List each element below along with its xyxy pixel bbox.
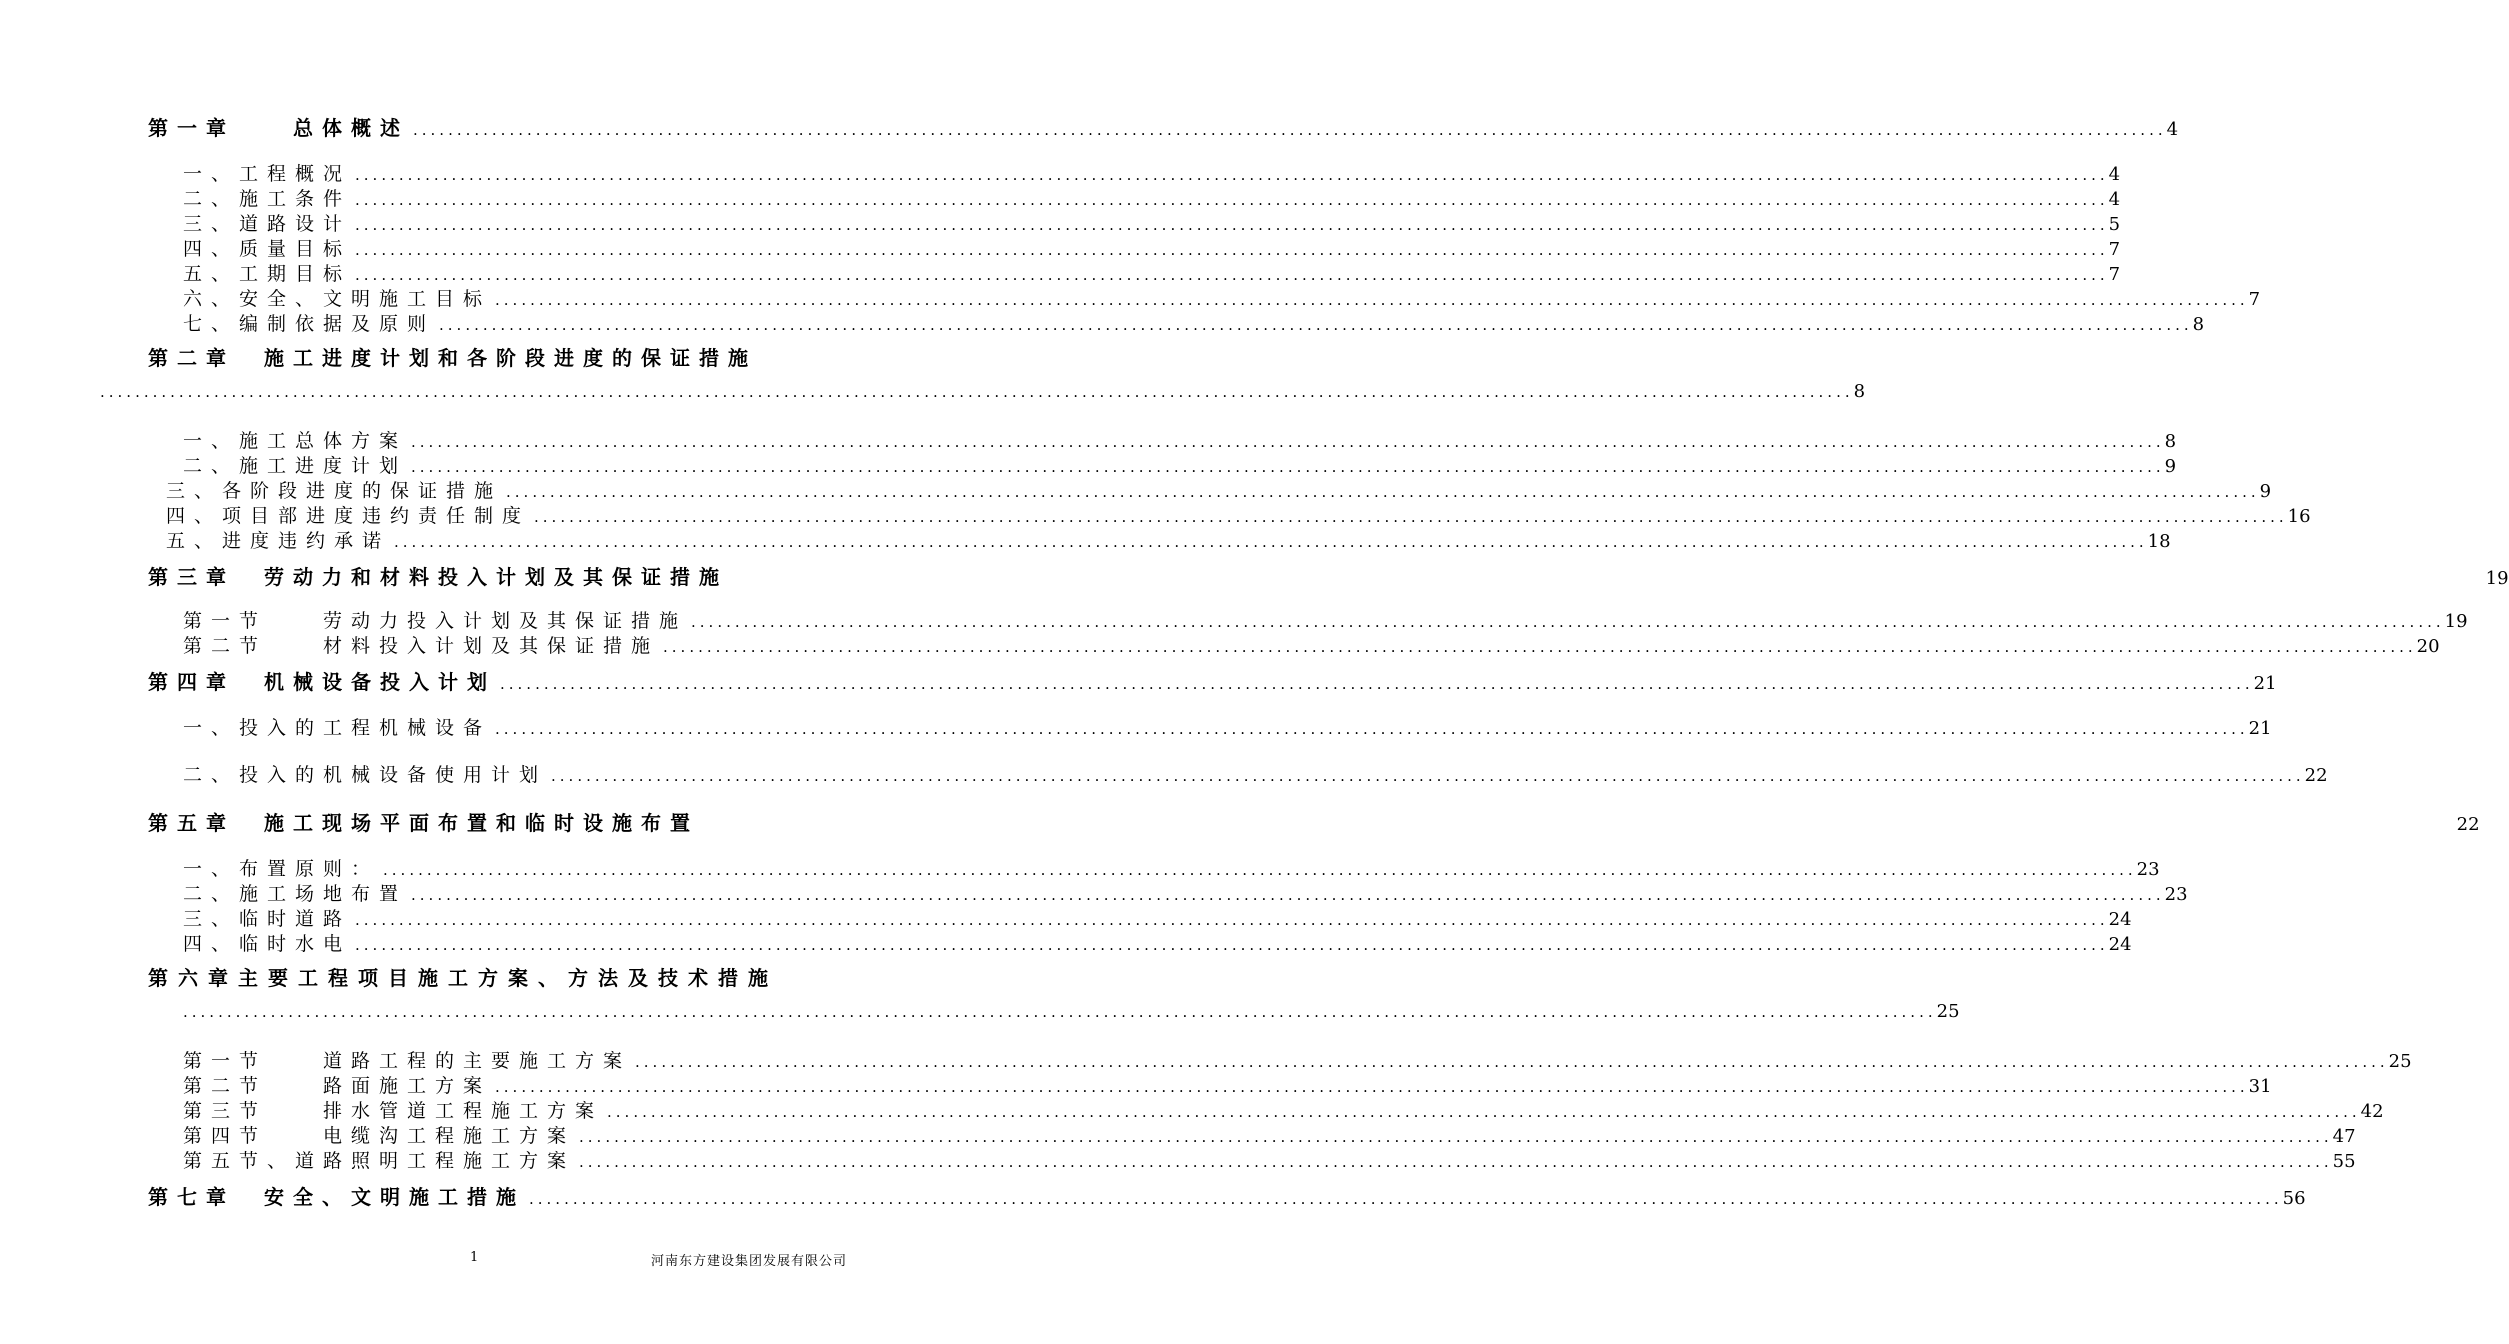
toc-chapter-4[interactable] — [148, 666, 2277, 695]
toc-leader: ........................................................................................................................................................................................................ — [529, 1190, 2283, 1208]
toc-label: 三、各阶段进度的保证措施 — [166, 480, 503, 502]
toc-page-number: 8 — [1853, 381, 1866, 402]
toc-leader: ........................................................................................................................................................................................................ — [534, 508, 2288, 526]
toc-label: 第三节 排水管道工程施工方案 — [183, 1100, 604, 1122]
toc-chapter-5[interactable] — [148, 807, 2480, 836]
toc-page-number: 56 — [2282, 1188, 2306, 1209]
toc-page-number: 4 — [2166, 119, 2179, 140]
toc-section-2-2[interactable] — [183, 451, 2177, 478]
toc-page-number: 19 — [2485, 568, 2509, 589]
toc-leader: ........................................................................................................................................................................................................ — [411, 433, 2165, 451]
toc-label: 四、质量目标 — [183, 238, 352, 260]
toc-section-1-7[interactable] — [183, 309, 2205, 336]
toc-section-6-2[interactable] — [183, 1071, 2272, 1098]
toc-leader: ........................................................................................................................................................................................................ — [100, 383, 1854, 401]
toc-leader: ........................................................................................................................................................................................................ — [355, 241, 2109, 259]
toc-section-5-1[interactable] — [183, 854, 2160, 881]
toc-page-number: 23 — [2136, 859, 2160, 880]
toc-leader: ........................................................................................................................................................................................................ — [355, 216, 2109, 234]
toc-leader: ........................................................................................................................................................................................................ — [355, 936, 2109, 954]
toc-label: 四、项目部进度违约责任制度 — [166, 505, 531, 527]
toc-leader: ........................................................................................................................................................................................................ — [411, 458, 2165, 476]
toc-page-number: 31 — [2248, 1076, 2272, 1097]
footer-page-number: 1 — [470, 1250, 479, 1265]
toc-section-2-3[interactable] — [166, 476, 2272, 503]
toc-page-number: 4 — [2108, 164, 2121, 185]
toc-label: 二、施工进度计划 — [183, 455, 408, 477]
toc-page-number: 47 — [2332, 1126, 2356, 1147]
toc-page-number: 9 — [2164, 456, 2177, 477]
toc-label: 二、投入的机械设备使用计划 — [183, 764, 548, 786]
toc-label: 三、道路设计 — [183, 213, 352, 235]
toc-label: 二、施工条件 — [183, 188, 352, 210]
toc-leader: ........................................................................................................................................................................................................ — [551, 767, 2305, 785]
toc-label: 第一节 劳动力投入计划及其保证措施 — [183, 610, 688, 632]
toc-section-5-3[interactable] — [183, 904, 2132, 931]
toc-label: 六、安全、文明施工目标 — [183, 288, 492, 310]
toc-section-5-4[interactable] — [183, 929, 2132, 956]
toc-section-2-4[interactable] — [166, 501, 2311, 528]
toc-leader: ........................................................................................................................................................................................................ — [355, 266, 2109, 284]
footer-company-name: 河南东方建设集团发展有限公司 — [651, 1254, 848, 1269]
toc-page-number: 7 — [2248, 289, 2261, 310]
toc-section-2-5[interactable] — [166, 526, 2171, 553]
toc-label: 七、编制依据及原则 — [183, 313, 436, 335]
toc-label: 一、工程概况 — [183, 163, 352, 185]
toc-leader: ........................................................................................................................................................................................................ — [579, 1153, 2333, 1171]
toc-section-1-3[interactable] — [183, 209, 2121, 236]
toc-label: 第二节 路面施工方案 — [183, 1075, 492, 1097]
toc-page-number: 23 — [2164, 884, 2188, 905]
toc-label: 三、临时道路 — [183, 908, 352, 930]
toc-label: 第四节 电缆沟工程施工方案 — [183, 1125, 576, 1147]
toc-page-number: 7 — [2108, 239, 2121, 260]
toc-label: 第一章 总体概述 — [148, 116, 409, 140]
toc-page-number: 25 — [1936, 1001, 1960, 1022]
toc-chapter-6-label[interactable]: 第六章主要工程项目施工方案、方法及技术措施 — [148, 966, 778, 990]
toc-page-number: 24 — [2108, 934, 2132, 955]
toc-page-number: 21 — [2253, 673, 2277, 694]
toc-page-number: 8 — [2164, 431, 2177, 452]
toc-label: 第五章 施工现场平面布置和临时设施布置 — [148, 811, 699, 835]
toc-section-1-1[interactable] — [183, 159, 2121, 186]
toc-label: 二、施工场地布置 — [183, 883, 408, 905]
toc-page-number: 5 — [2108, 214, 2121, 235]
toc-section-1-4[interactable] — [183, 234, 2121, 261]
toc-leader: ........................................................................................................................................................................................................ — [607, 1103, 2361, 1121]
toc-section-5-2[interactable] — [183, 879, 2188, 906]
toc-leader: ........................................................................................................................................................................................................ — [355, 911, 2109, 929]
toc-leader: ........................................................................................................................................................................................................ — [355, 191, 2109, 209]
toc-leader: ........................................................................................................................................................................................................ — [413, 121, 2167, 139]
toc-chapter-2-label[interactable]: 第二章 施工进度计划和各阶段进度的保证措施 — [148, 346, 757, 370]
toc-label: 四、临时水电 — [183, 933, 352, 955]
toc-label: 一、投入的工程机械设备 — [183, 717, 492, 739]
toc-label: 第七章 安全、文明施工措施 — [148, 1185, 525, 1209]
toc-label: 第一节 道路工程的主要施工方案 — [183, 1050, 632, 1072]
toc-page-number: 4 — [2108, 189, 2121, 210]
toc-label: 第二节 材料投入计划及其保证措施 — [183, 635, 660, 657]
toc-label: 一、施工总体方案 — [183, 430, 408, 452]
toc-leader: ........................................................................................................................................................................................................ — [500, 675, 2254, 693]
toc-section-4-1[interactable] — [183, 713, 2272, 740]
toc-leader: ........................................................................................................................................................................................................ — [691, 613, 2445, 631]
toc-page-number: 19 — [2444, 611, 2468, 632]
toc-chapter-7[interactable] — [148, 1181, 2306, 1210]
toc-page-number: 55 — [2332, 1151, 2356, 1172]
toc-page-number: 16 — [2287, 506, 2311, 527]
toc-page-number: 25 — [2388, 1051, 2412, 1072]
toc-leader: ........................................................................................................................................................................................................ — [411, 886, 2165, 904]
toc-leader: ........................................................................................................................................................................................................ — [663, 638, 2417, 656]
toc-section-2-1[interactable] — [183, 426, 2177, 453]
toc-leader: ........................................................................................................................................................................................................ — [495, 720, 2249, 738]
toc-page-number: 22 — [2304, 765, 2328, 786]
toc-section-6-4[interactable] — [183, 1121, 2356, 1148]
toc-page-number: 18 — [2147, 531, 2171, 552]
toc-section-6-3[interactable] — [183, 1096, 2384, 1123]
toc-leader: ........................................................................................................................................................................................................ — [579, 1128, 2333, 1146]
toc-section-6-5[interactable] — [183, 1146, 2356, 1173]
toc-page-number: 22 — [2456, 814, 2480, 835]
toc-page-number: 7 — [2108, 264, 2121, 285]
toc-section-3-1[interactable] — [183, 606, 2468, 633]
toc-page-number: 9 — [2259, 481, 2272, 502]
toc-label: 五、进度违约承诺 — [166, 530, 391, 552]
toc-page-number: 20 — [2416, 636, 2440, 657]
toc-leader: ........................................................................................................................................................................................................ — [183, 1003, 1937, 1021]
toc-page-number: 21 — [2248, 718, 2272, 739]
toc-label: 五、工期目标 — [183, 263, 352, 285]
toc-leader: ........................................................................................................................................................................................................ — [495, 291, 2249, 309]
toc-page-number: 8 — [2192, 314, 2205, 335]
toc-chapter-2-leader-line[interactable] — [100, 381, 1866, 402]
toc-leader: ........................................................................................................................................................................................................ — [383, 861, 2137, 879]
toc-label: 第五节、道路照明工程施工方案 — [183, 1150, 576, 1172]
toc-section-6-1[interactable] — [183, 1046, 2412, 1073]
toc-section-3-2[interactable] — [183, 631, 2440, 658]
toc-leader: ........................................................................................................................................................................................................ — [394, 533, 2148, 551]
toc-chapter-3[interactable] — [148, 561, 2509, 590]
toc-label: 一、布置原则： — [183, 858, 380, 880]
toc-leader: ........................................................................................................................................................................................................ — [506, 483, 2260, 501]
toc-leader: ........................................................................................................................................................................................................ — [355, 166, 2109, 184]
toc-label: 第三章 劳动力和材料投入计划及其保证措施 — [148, 565, 728, 589]
toc-chapter-1[interactable] — [148, 112, 2179, 141]
toc-page-number: 24 — [2108, 909, 2132, 930]
toc-label: 第四章 机械设备投入计划 — [148, 670, 496, 694]
toc-section-1-2[interactable] — [183, 184, 2121, 211]
toc-section-4-2[interactable] — [183, 760, 2328, 787]
toc-section-1-6[interactable] — [183, 284, 2261, 311]
toc-section-1-5[interactable] — [183, 259, 2121, 286]
toc-leader: ........................................................................................................................................................................................................ — [439, 316, 2193, 334]
toc-page-number: 42 — [2360, 1101, 2384, 1122]
toc-leader: ........................................................................................................................................................................................................ — [635, 1053, 2389, 1071]
toc-leader: ........................................................................................................................................................................................................ — [495, 1078, 2249, 1096]
toc-chapter-6-leader-line[interactable] — [183, 1001, 1960, 1022]
